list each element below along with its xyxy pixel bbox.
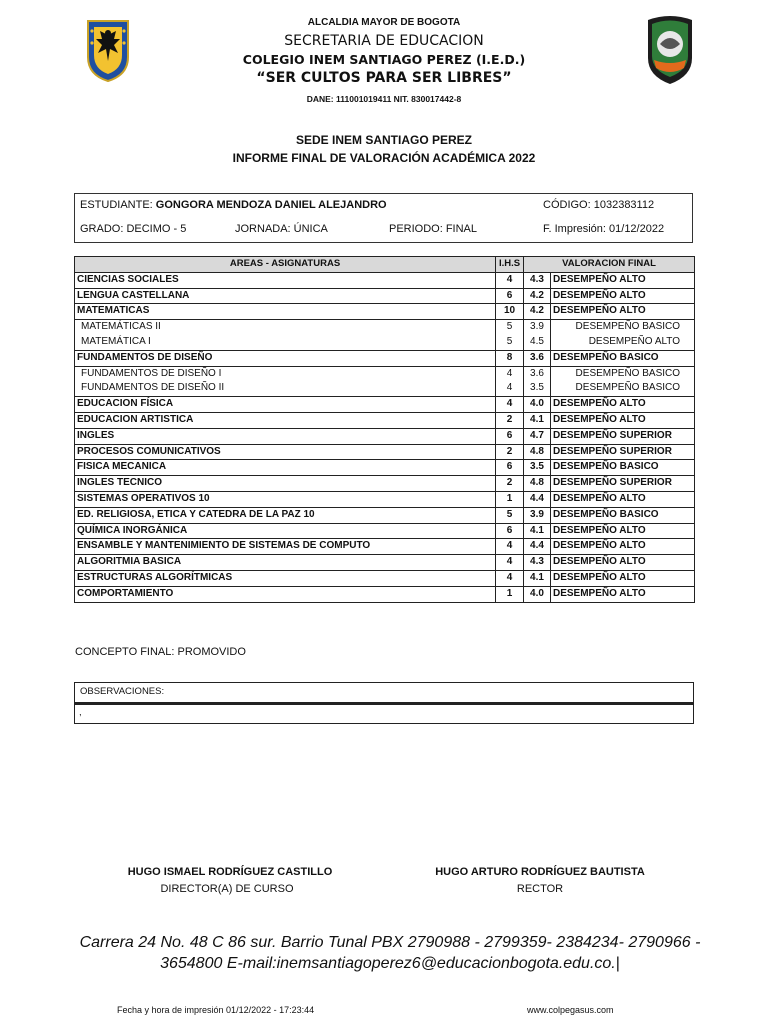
- cell-performance: DESEMPEÑO BASICO: [551, 460, 695, 476]
- cell-ihs: 4: [496, 539, 524, 555]
- cell-subject-name: ED. RELIGIOSA, ETICA Y CATEDRA DE LA PAZ 10: [75, 507, 496, 523]
- cell-grade: 4.3: [524, 555, 551, 571]
- cell-performance: DESEMPEÑO BASICO: [551, 320, 695, 335]
- col-header-areas: AREAS - ASIGNATURAS: [75, 257, 496, 273]
- table-row-subject: [75, 381, 695, 396]
- header-school-name: COLEGIO INEM SANTIAGO PEREZ (I.E.D.): [242, 52, 526, 67]
- cell-ihs: 1: [496, 491, 524, 507]
- table-row-area: [75, 555, 695, 571]
- cell-subject-name: ENSAMBLE Y MANTENIMIENTO DE SISTEMAS DE COMPUTO: [75, 539, 496, 555]
- table-row-area: [75, 288, 695, 304]
- student-label: ESTUDIANTE:: [80, 199, 153, 211]
- cell-subject-name: MATEMÁTICAS II: [75, 320, 496, 335]
- cell-subject-name: ESTRUCTURAS ALGORÍTMICAS: [75, 570, 496, 586]
- cell-grade: 4.4: [524, 539, 551, 555]
- cell-performance: DESEMPEÑO ALTO: [551, 586, 695, 602]
- cell-performance: DESEMPEÑO ALTO: [551, 397, 695, 413]
- student-code: CÓDIGO: 1032383112: [543, 199, 655, 211]
- cell-grade: 4.0: [524, 397, 551, 413]
- footer-address: [60, 932, 720, 974]
- col-header-valoracion: VALORACION FINAL: [524, 257, 695, 273]
- cell-subject-name: FUNDAMENTOS DE DISEÑO I: [75, 366, 496, 381]
- cell-grade: 3.9: [524, 320, 551, 335]
- cell-performance: DESEMPEÑO ALTO: [551, 491, 695, 507]
- table-row-area: [75, 460, 695, 476]
- cell-grade: 4.1: [524, 523, 551, 539]
- title-sede: SEDE INEM SANTIAGO PEREZ: [295, 133, 473, 147]
- cell-subject-name: ALGORITMIA BASICA: [75, 555, 496, 571]
- cell-grade: 3.9: [524, 507, 551, 523]
- cell-performance: DESEMPEÑO ALTO: [551, 539, 695, 555]
- col-header-ihs: I.H.S: [496, 257, 524, 273]
- cell-performance: DESEMPEÑO ALTO: [551, 288, 695, 304]
- cell-ihs: 4: [496, 570, 524, 586]
- table-row-area: [75, 507, 695, 523]
- text-cursor-mark: |: [615, 955, 620, 972]
- cell-grade: 4.5: [524, 335, 551, 350]
- cell-grade: 3.6: [524, 350, 551, 366]
- cell-ihs: 4: [496, 366, 524, 381]
- cell-subject-name: FUNDAMENTOS DE DISEÑO II: [75, 381, 496, 396]
- table-row-area: [75, 397, 695, 413]
- cell-ihs: 1: [496, 586, 524, 602]
- cell-grade: 4.4: [524, 491, 551, 507]
- cell-performance: DESEMPEÑO ALTO: [551, 523, 695, 539]
- footer-print-time: Fecha y hora de impresión 01/12/2022 - 17:23:44: [117, 1005, 315, 1015]
- cell-ihs: 4: [496, 397, 524, 413]
- cell-ihs: 6: [496, 428, 524, 444]
- student-shift: JORNADA: ÚNICA: [235, 223, 328, 235]
- cell-grade: 4.1: [524, 412, 551, 428]
- cell-ihs: 2: [496, 412, 524, 428]
- director-role: DIRECTOR(A) DE CURSO: [160, 883, 294, 895]
- cell-performance: DESEMPEÑO BASICO: [551, 350, 695, 366]
- cell-performance: DESEMPEÑO BASICO: [551, 507, 695, 523]
- student-name: GONGORA MENDOZA DANIEL ALEJANDRO: [155, 199, 387, 211]
- cell-performance: DESEMPEÑO BASICO: [551, 366, 695, 381]
- cell-grade: 4.2: [524, 288, 551, 304]
- header-dane-nit: DANE: 111001019411 NIT. 830017442-8: [306, 94, 462, 104]
- table-row-area: [75, 304, 695, 320]
- rector-name: HUGO ARTURO RODRÍGUEZ BAUTISTA: [435, 866, 645, 878]
- student-grade: GRADO: DECIMO - 5: [80, 223, 187, 235]
- student-label-line: [80, 199, 387, 211]
- cell-grade: 4.8: [524, 476, 551, 492]
- cell-ihs: 2: [496, 444, 524, 460]
- cell-grade: 4.3: [524, 272, 551, 288]
- cell-subject-name: COMPORTAMIENTO: [75, 586, 496, 602]
- title-report: INFORME FINAL DE VALORACIÓN ACADÉMICA 2022: [232, 151, 536, 165]
- table-row-subject: [75, 320, 695, 335]
- table-row-area: [75, 586, 695, 602]
- cell-subject-name: CIENCIAS SOCIALES: [75, 272, 496, 288]
- cell-ihs: 8: [496, 350, 524, 366]
- table-row-area: [75, 428, 695, 444]
- footer-address-line2-text: 3654800 E-mail:inemsantiagoperez6@educacionbogota.edu.co.: [160, 955, 616, 972]
- final-concept: CONCEPTO FINAL: PROMOVIDO: [75, 646, 246, 658]
- cell-performance: DESEMPEÑO ALTO: [551, 570, 695, 586]
- cell-performance: DESEMPEÑO ALTO: [551, 272, 695, 288]
- footer-address-line2: [60, 953, 720, 974]
- cell-ihs: 4: [496, 381, 524, 396]
- cell-performance: DESEMPEÑO SUPERIOR: [551, 428, 695, 444]
- cell-ihs: 6: [496, 288, 524, 304]
- cell-subject-name: INGLES: [75, 428, 496, 444]
- table-row-area: [75, 350, 695, 366]
- cell-ihs: 10: [496, 304, 524, 320]
- cell-grade: 4.8: [524, 444, 551, 460]
- student-period: PERIODO: FINAL: [389, 223, 478, 235]
- table-row-area: [75, 272, 695, 288]
- cell-subject-name: INGLES TECNICO: [75, 476, 496, 492]
- footer-address-line1: Carrera 24 No. 48 C 86 sur. Barrio Tunal PBX 2790988 - 2799359- 2384234- 2790966 -: [79, 934, 701, 951]
- cell-subject-name: FUNDAMENTOS DE DISEÑO: [75, 350, 496, 366]
- cell-grade: 3.5: [524, 381, 551, 396]
- director-name: HUGO ISMAEL RODRÍGUEZ CASTILLO: [127, 866, 333, 878]
- cell-ihs: 5: [496, 320, 524, 335]
- cell-performance: DESEMPEÑO SUPERIOR: [551, 444, 695, 460]
- cell-ihs: 6: [496, 460, 524, 476]
- cell-ihs: 5: [496, 507, 524, 523]
- cell-subject-name: FISICA MECANICA: [75, 460, 496, 476]
- cell-performance: DESEMPEÑO BASICO: [551, 381, 695, 396]
- cell-ihs: 2: [496, 476, 524, 492]
- header-alcaldia: ALCALDIA MAYOR DE BOGOTA: [307, 17, 461, 28]
- student-info-box: [74, 193, 693, 243]
- table-row-area: [75, 476, 695, 492]
- table-row-subject: [75, 335, 695, 350]
- cell-grade: 4.2: [524, 304, 551, 320]
- table-row-area: [75, 491, 695, 507]
- rector-role: RECTOR: [516, 883, 564, 895]
- cell-performance: DESEMPEÑO ALTO: [551, 555, 695, 571]
- cell-grade: 3.6: [524, 366, 551, 381]
- student-print-date: F. Impresión: 01/12/2022: [543, 223, 665, 235]
- cell-ihs: 4: [496, 272, 524, 288]
- cell-subject-name: EDUCACION ARTISTICA: [75, 412, 496, 428]
- cell-performance: DESEMPEÑO SUPERIOR: [551, 476, 695, 492]
- cell-ihs: 4: [496, 555, 524, 571]
- header-secretaria: SECRETARIA DE EDUCACION: [284, 33, 484, 49]
- cell-grade: 4.0: [524, 586, 551, 602]
- observations-text: ,: [74, 703, 694, 724]
- table-row-area: [75, 523, 695, 539]
- cell-ihs: 5: [496, 335, 524, 350]
- cell-grade: 4.7: [524, 428, 551, 444]
- footer-website[interactable]: www.colpegasus.com: [527, 1005, 614, 1015]
- cell-ihs: 6: [496, 523, 524, 539]
- cell-subject-name: MATEMATICAS: [75, 304, 496, 320]
- table-row-area: [75, 570, 695, 586]
- table-row-area: [75, 444, 695, 460]
- table-row-area: [75, 539, 695, 555]
- cell-subject-name: QUÍMICA INORGÁNICA: [75, 523, 496, 539]
- cell-performance: DESEMPEÑO ALTO: [551, 412, 695, 428]
- cell-grade: 4.1: [524, 570, 551, 586]
- cell-subject-name: MATEMÁTICA I: [75, 335, 496, 350]
- observations-label: OBSERVACIONES:: [74, 682, 694, 703]
- grades-table-header: [75, 257, 695, 273]
- cell-subject-name: EDUCACION FÍSICA: [75, 397, 496, 413]
- grades-table: [74, 256, 695, 603]
- cell-grade: 3.5: [524, 460, 551, 476]
- table-row-area: [75, 412, 695, 428]
- cell-subject-name: PROCESOS COMUNICATIVOS: [75, 444, 496, 460]
- cell-performance: DESEMPEÑO ALTO: [551, 335, 695, 350]
- cell-subject-name: SISTEMAS OPERATIVOS 10: [75, 491, 496, 507]
- header-motto: “SER CULTOS PARA SER LIBRES”: [256, 70, 512, 86]
- cell-subject-name: LENGUA CASTELLANA: [75, 288, 496, 304]
- table-row-subject: [75, 366, 695, 381]
- cell-performance: DESEMPEÑO ALTO: [551, 304, 695, 320]
